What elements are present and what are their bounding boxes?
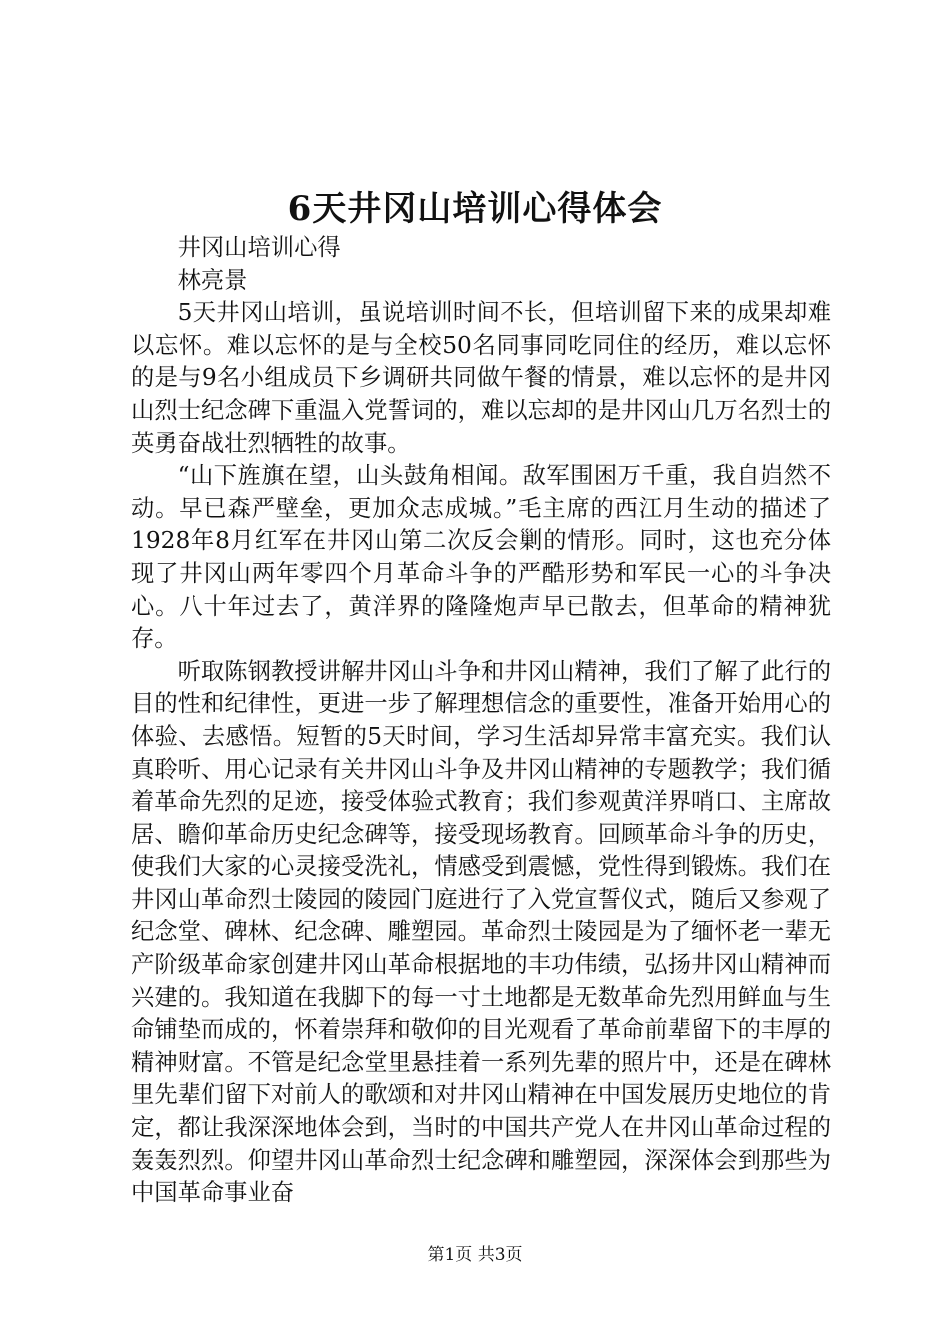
author-line: 林亮景 [177, 266, 248, 294]
subtitle-line: 井冈山培训心得 [177, 234, 341, 261]
document-body [131, 232, 831, 1210]
paragraph: “山下旌旗在望，山头鼓角相闻。敌军围困万千重，我自岿然不动。早已森严壁垒，更加众志成城。”毛主席的西江月生动的描述了1928年8月红军在井冈山第二次反会剿的情形。同时，这也充分体现了井冈山两年零四个月革命斗争的严酷形势和军民一心的斗争决心。八十年过去了，黄洋界的隆隆炮声早已散去，但革命的精神犹存。 [131, 462, 831, 653]
paragraph: 5天井冈山培训，虽说培训时间不长，但培训留下来的成果却难以忘怀。难以忘怀的是与全校50名同事同吃同住的经历，难以忘怀的是与9名小组成员下乡调研共同做午餐的情景，难以忘怀的是井冈山烈士纪念碑下重温入党誓词的，难以忘却的是井冈山几万名烈士的英勇奋战壮烈牺牲的故事。 [131, 299, 831, 457]
document-title: 6天井冈山培训心得体会 [287, 189, 663, 229]
page-footer: 第1页 共3页 [427, 1245, 523, 1265]
paragraph: 听取陈钢教授讲解井冈山斗争和井冈山精神，我们了解了此行的目的性和纪律性，更进一步了解理想信念的重要性，准备开始用心的体验、去感悟。短暂的5天时间，学习生活却异常丰富充实。我们认真聆听、用心记录有关井冈山斗争及井冈山精神的专题教学；我们循着革命先烈的足迹，接受体验式教育；我们参观黄洋界哨口、主席故居、瞻仰革命历史纪念碑等，接受现场教育。回顾革命斗争的历史，使我们大家的心灵接受洗礼，情感受到震憾，党性得到锻炼。我们在井冈山革命烈士陵园的陵园门庭进行了入党宣誓仪式，随后又参观了纪念堂、碑林、纪念碑、雕塑园。革命烈士陵园是为了缅怀老一辈无产阶级革命家创建井冈山革命根据地的丰功伟绩，弘扬井冈山精神而兴建的。我知道在我脚下的每一寸土地都是无数革命先烈用鲜血与生命铺垫而成的，怀着崇拜和敬仰的目光观看了革命前辈留下的丰厚的精神财富。不管是纪念堂里悬挂着一系列先辈的照片中，还是在碑林里先辈们留下对前人的歌颂和对井冈山精神在中国发展历史地位的肯定，都让我深深地体会到，当时的中国共产党人在井冈山革命过程的轰轰烈烈。仰望井冈山革命烈士纪念碑和雕塑园，深深体会到那些为中国革命事业奋 [131, 657, 831, 1207]
